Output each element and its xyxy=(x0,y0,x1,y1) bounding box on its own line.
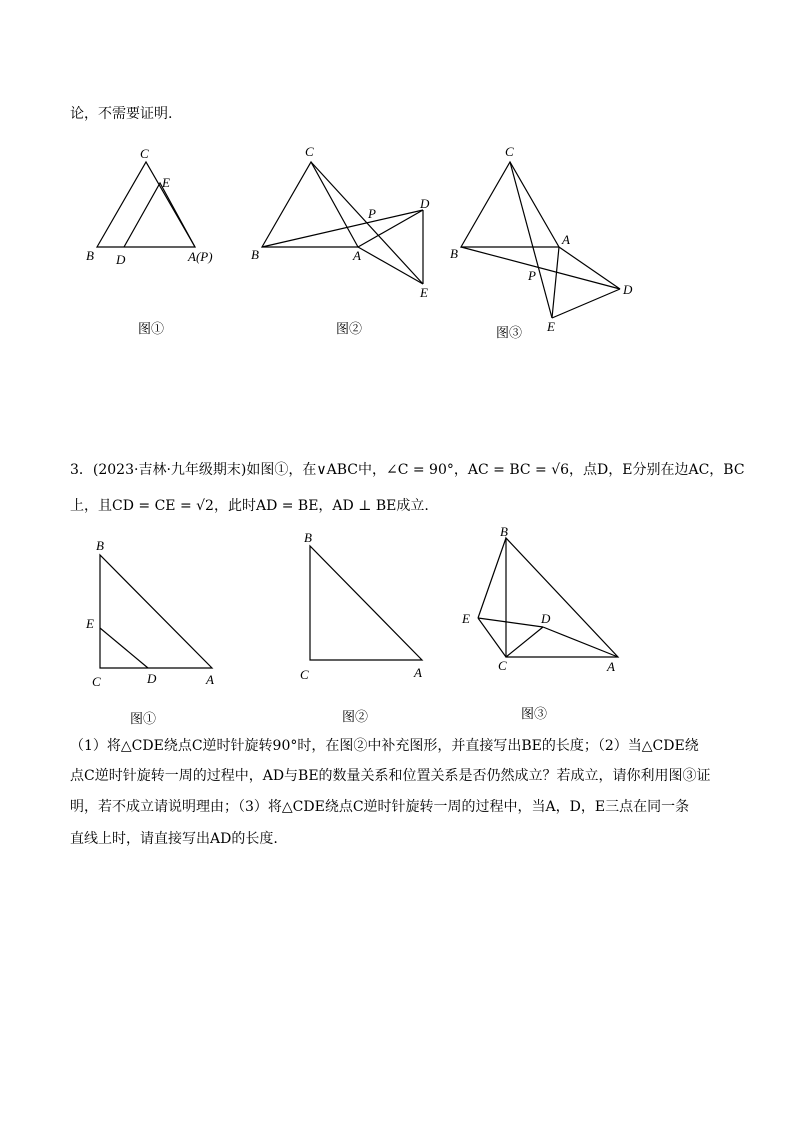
problem3-line1: 3．(2023·吉林·九年级期末)如图①，在∨ABC中，∠C = 90°，AC = BC = √6，点D，E分别在边AC，BC xyxy=(70,462,745,478)
set2-fig2-label-b: B xyxy=(304,530,312,545)
question-line1: （1）将△CDE绕点C逆时针旋转90°时，在图②中补充图形，并直接写出BE的长度；（2）当△CDE绕 xyxy=(70,738,699,754)
fig2-label-d: D xyxy=(420,196,430,211)
fig2-3-rotated-diagram xyxy=(478,538,618,657)
triangle-abc xyxy=(97,162,195,247)
fig1-triangle-diagram xyxy=(97,162,195,247)
set2-fig3-label-b: B xyxy=(500,524,508,539)
set2-fig1-label-e: E xyxy=(86,616,94,631)
set2-fig3-label-e: E xyxy=(462,611,470,626)
set2-fig3-label-c: C xyxy=(498,658,507,673)
fig1-label-b: B xyxy=(86,248,94,263)
fig3-label-c: C xyxy=(505,144,514,159)
fig3-caption: 图③ xyxy=(496,326,523,341)
set2-fig3-label-d: D xyxy=(541,611,551,626)
fig1-label-ap: A(P) xyxy=(188,249,213,264)
set2-fig1-label-d: D xyxy=(147,671,157,686)
figure-set-2 xyxy=(0,520,794,710)
set2-fig3-caption: 图③ xyxy=(521,707,548,722)
set2-fig1-label-a: A xyxy=(206,672,214,687)
set2-fig3-label-a: A xyxy=(607,659,615,674)
fig2-triangle-diagram xyxy=(262,162,423,284)
set2-fig1-label-b: B xyxy=(96,538,104,553)
fig3-label-a: A xyxy=(562,232,570,247)
fig3-label-e: E xyxy=(547,319,555,334)
fig3-triangle-diagram xyxy=(461,162,620,318)
figure-set-1 xyxy=(0,140,794,340)
fig1-caption: 图① xyxy=(138,322,165,337)
question-line4: 直线上时，请直接写出AD的长度. xyxy=(70,831,278,847)
triangle-bca xyxy=(262,162,358,247)
fig2-label-c: C xyxy=(305,144,314,159)
fig1-label-d: D xyxy=(116,252,126,267)
triangle-bca-3 xyxy=(461,162,559,247)
fig2-label-b: B xyxy=(251,247,259,262)
fig3-label-p: P xyxy=(528,268,536,283)
fig2-label-a: A xyxy=(353,248,361,263)
set2-fig1-caption: 图① xyxy=(130,712,157,727)
intro-text: 论，不需要证明. xyxy=(70,106,173,122)
problem3-line2: 上，且CD = CE = √2，此时AD = BE，AD ⊥ BE成立. xyxy=(70,498,429,514)
set2-fig2-caption: 图② xyxy=(342,710,369,725)
fig2-1-right-triangle xyxy=(100,555,212,668)
triangle-dea xyxy=(124,183,195,247)
fig3-label-d: D xyxy=(623,282,633,297)
fig2-label-e: E xyxy=(420,285,428,300)
fig2-2-right-triangle xyxy=(310,546,422,660)
fig3-label-b: B xyxy=(450,246,458,261)
fig1-label-e: E xyxy=(162,175,170,190)
fig2-caption: 图② xyxy=(336,322,363,337)
fig1-label-c: C xyxy=(140,146,149,161)
set2-fig2-label-c: C xyxy=(300,667,309,682)
question-line3: 明，若不成立请说明理由；（3）将△CDE绕点C逆时针旋转一周的过程中，当A，D，E三点在同一条 xyxy=(70,799,690,815)
fig2-label-p: P xyxy=(368,206,376,221)
set2-fig1-label-c: C xyxy=(92,674,101,689)
question-line2: 点C逆时针旋转一周的过程中，AD与BE的数量关系和位置关系是否仍然成立？若成立，请你利用图③证 xyxy=(70,768,711,784)
set2-fig2-label-a: A xyxy=(414,665,422,680)
